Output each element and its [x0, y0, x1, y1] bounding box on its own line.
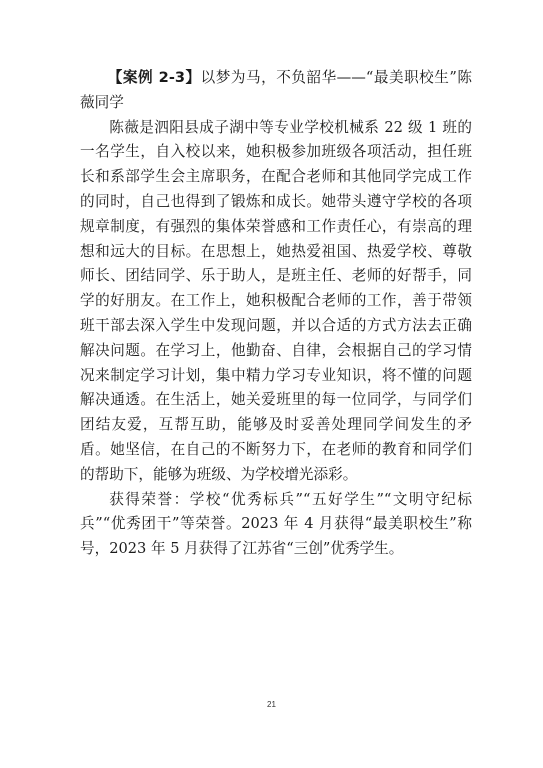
honors-paragraph: 获得荣誉：学校“优秀标兵”“五好学生”“文明守纪标兵”“优秀团干”等荣誉。2023 年 4 月获得“最美职校生”称号，2023 年 5 月获得了江苏省“三创”优秀学生。	[80, 490, 472, 558]
biography-paragraph: 陈薇是泗阳县成子湖中等专业学校机械系 22 级 1 班的一名学生，自入校以来，她积极参加班级各项活动，担任班长和系部学生会主席职务，在配合老师和其他同学完成工作的同时，自己也得到了锻炼和成长。她带头遵守学校的各项规章制度，有强烈的集体荣誉感和工作责任心，有崇高的理想和远大的目标。在思想上，她热爱祖国、热爱学校、尊敬师长、团结同学、乐于助人，是班主任、老师的好帮手，同学的好朋友。在工作上，她积极配合老师的工作，善于带领班干部去深入学生中发现问题，并以合适的方式方法去正确解决问题。在学习上，他勤奋、自律，会根据自己的学习情况来制定学习计划，集中精力学习专业知识，将不懂的问题解决通透。在生活上，她关爱班里的每一位同学，与同学们团结友爱，互帮互助，能够及时妥善处理同学间发生的矛盾。她坚信，在自己的不断努力下，在老师的教育和同学们的帮助下，能够为班级、为学校增光添彩。	[80, 118, 472, 483]
page-content	[80, 66, 472, 562]
page-number: 21	[267, 700, 276, 709]
case-title: 以梦为马，不负韶华——“最美职校生”陈薇同学	[80, 69, 472, 111]
case-heading	[80, 66, 472, 116]
case-label: 【案例 2-3】	[107, 69, 201, 86]
